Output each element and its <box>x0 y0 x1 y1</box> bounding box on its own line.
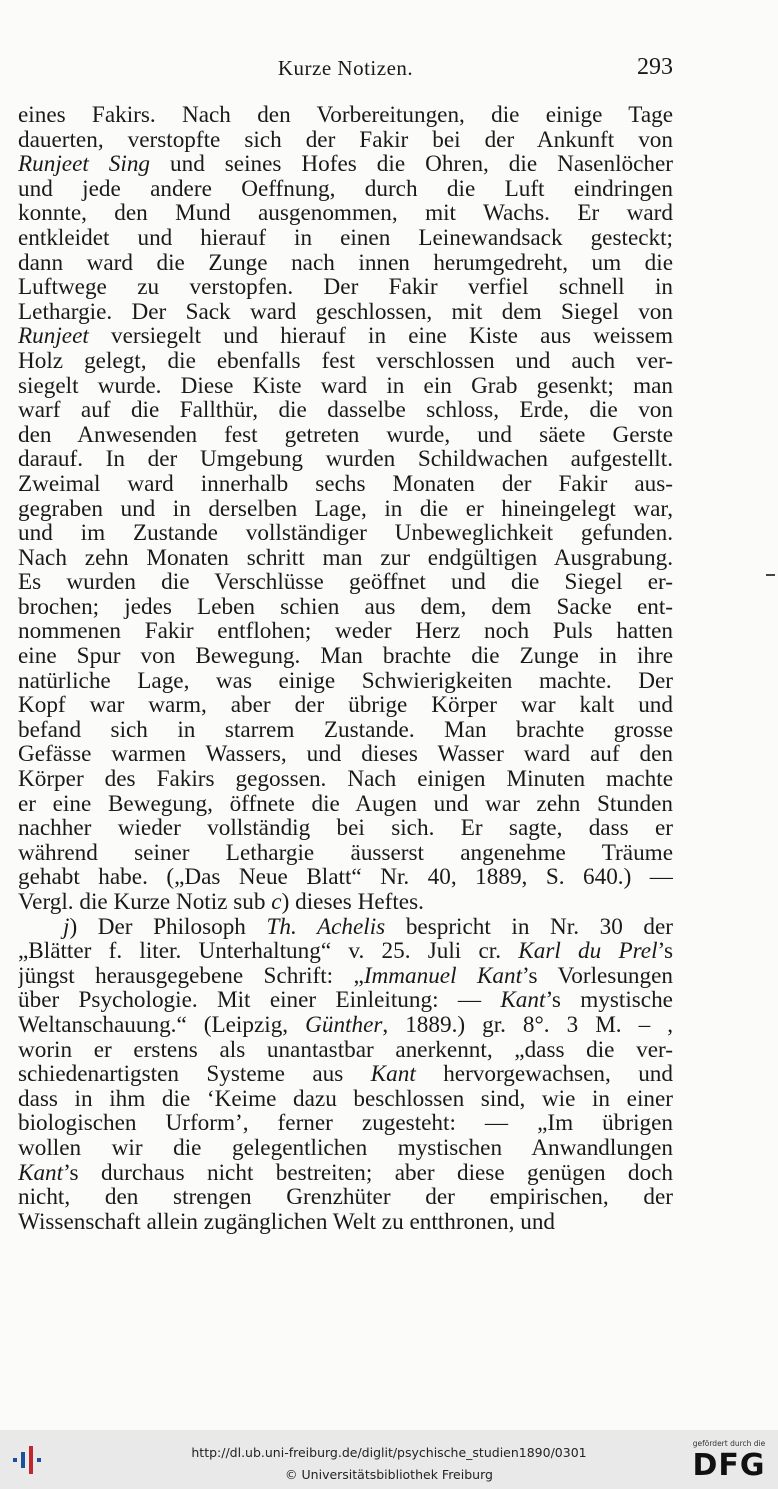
text-line <box>18 964 673 989</box>
text-line <box>18 619 673 644</box>
text-run: natürliche Lage, was einige Schwierigkeiten machte. Der <box>18 668 673 694</box>
text-line <box>18 423 673 448</box>
text-line <box>18 128 673 153</box>
text-run: entkleidet und hierauf in einen Leinewandsack gesteckt; <box>18 225 673 251</box>
text-run: ) Der Philosoph <box>69 914 267 940</box>
text-run: Luftwege zu verstopfen. Der Fakir verfiel schnell in <box>18 275 673 300</box>
text-line <box>18 1062 673 1087</box>
text-run: Lethargie. Der Sack ward geschlossen, mit dem Siegel von <box>18 299 673 325</box>
italic-text: j <box>63 914 70 940</box>
text-line <box>18 988 673 1013</box>
text-line <box>18 669 673 694</box>
text-run: siegelt wurde. Diese Kiste ward in ein Grab gesenkt; man <box>18 373 673 399</box>
text-line <box>18 767 673 792</box>
italic-text: Kant <box>370 1062 416 1087</box>
footer-url-link[interactable]: http://dl.ub.uni-freiburg.de/diglit/psychische_studien1890/0301 <box>191 1445 587 1460</box>
running-head: Kurze Notizen. <box>277 56 414 80</box>
text-run: ’s mystische <box>545 988 673 1013</box>
text-line <box>18 939 673 964</box>
text-line <box>18 644 673 669</box>
text-line <box>18 792 673 817</box>
italic-text: Kant <box>500 988 546 1013</box>
text-run: dauerten, verstopfte sich der Fakir bei der Ankunft von <box>18 127 673 153</box>
text-run: eine Spur von Bewegung. Man brachte die Zunge in ihre <box>18 644 673 669</box>
text-line <box>18 497 673 522</box>
text-run: warf auf die Fallthür, die dasselbe schloss, Erde, die von <box>18 398 673 423</box>
text-line <box>18 742 673 767</box>
text-run: Körper des Fakirs gegossen. Nach einigen Minuten machte <box>18 767 673 792</box>
text-run: nicht, den strengen Grenzhüter der empirischen, der <box>18 1185 673 1210</box>
text-line <box>18 1161 673 1186</box>
text-line <box>18 595 673 620</box>
text-line <box>18 103 673 128</box>
text-run: ’s durchaus nicht bestreiten; aber diese genügen doch <box>63 1160 673 1186</box>
text-run: worin er erstens als unantastbar anerkennt, „dass die ver- <box>18 1037 673 1063</box>
text-run: bespricht in Nr. 30 der <box>385 914 673 940</box>
text-run: Zweimal ward innerhalb sechs Monaten der Fakir aus- <box>18 471 673 497</box>
text-line <box>18 1013 673 1038</box>
text-line <box>18 1136 673 1161</box>
text-run: ’s <box>657 939 673 964</box>
dfg-badge <box>688 1439 770 1485</box>
text-run: Wissenschaft allein zugänglichen Welt zu entthronen, und <box>18 1209 556 1235</box>
text-line <box>18 1185 673 1210</box>
text-run: und seines Hofes die Ohren, die Nasenlöcher <box>150 152 673 177</box>
text-run: und im Zustande vollständiger Unbeweglichkeit gefunden. <box>18 521 673 546</box>
body-text <box>18 103 673 1234</box>
text-run: biologischen Urform’, ferner zugesteht: — „Im übrigen <box>18 1111 673 1136</box>
text-line <box>18 275 673 300</box>
text-line <box>18 816 673 841</box>
text-run: Vergl. die Kurze Notiz sub <box>18 890 272 915</box>
text-line <box>18 841 673 866</box>
text-line <box>18 570 673 595</box>
text-run: hervorgewachsen, und <box>415 1062 673 1087</box>
text-run: gegraben und in derselben Lage, in die er hineingelegt war, <box>18 496 673 522</box>
text-line <box>18 447 673 472</box>
italic-text: Kant <box>18 1160 64 1186</box>
text-line <box>18 472 673 497</box>
text-run: nommenen Fakir entflohen; weder Herz noch Puls hatten <box>18 619 673 645</box>
text-run: ) dieses Heftes. <box>281 890 424 915</box>
footer-copyright: © Universitätsbibliothek Freiburg <box>285 1467 493 1482</box>
italic-text: Karl du Prel <box>518 939 658 964</box>
text-line <box>18 1038 673 1063</box>
text-run: dann ward die Zunge nach innen herumgedreht, um die <box>18 250 673 276</box>
italic-text: Runjeet Sing <box>18 152 151 177</box>
margin-mark <box>766 574 775 576</box>
text-run: gehabt habe. („Das Neue Blatt“ Nr. 40, 1889, S. 640.) — <box>18 865 673 890</box>
text-run: jüngst herausgegebene Schrift: „ <box>18 963 364 989</box>
text-line <box>18 915 673 940</box>
text-line <box>18 152 673 177</box>
text-line <box>18 865 673 890</box>
page-header <box>18 56 673 84</box>
viewer-footer <box>0 1430 778 1489</box>
text-run: „Blätter f. liter. Unterhaltung“ v. 25. Juli cr. <box>18 939 519 964</box>
text-run: versiegelt und hierauf in eine Kiste aus weissem <box>88 324 673 349</box>
text-line <box>18 1087 673 1112</box>
text-line <box>18 324 673 349</box>
italic-text: Günther <box>305 1012 383 1038</box>
text-line <box>18 374 673 399</box>
dfg-logo-icon: DFG <box>692 1448 766 1483</box>
italic-text: Runjeet <box>18 324 89 349</box>
text-run: Weltanschauung.“ (Leipzig, <box>18 1012 306 1038</box>
text-run: über Psychologie. Mit einer Einleitung: — <box>18 988 501 1013</box>
text-line <box>18 300 673 325</box>
text-line <box>18 398 673 423</box>
text-run: eines Fakirs. Nach den Vorbereitungen, die einige Tage <box>18 103 673 128</box>
text-run: Es wurden die Verschlüsse geöffnet und die Siegel er- <box>18 570 673 595</box>
text-run: Holz gelegt, die ebenfalls fest verschlossen und auch ver- <box>18 348 673 374</box>
text-run: , 1889.) gr. 8°. 3 M. – , <box>382 1012 673 1038</box>
text-run: Kopf war warm, aber der übrige Körper war kalt und <box>18 693 673 718</box>
text-run: dass in ihm die ‘Keime dazu beschlossen sind, wie in einer <box>18 1086 673 1112</box>
text-run: den Anwesenden fest getreten wurde, und säete Gerste <box>18 422 673 448</box>
text-run: darauf. In der Umgebung wurden Schildwachen aufgestellt. <box>18 447 673 472</box>
text-run: Nach zehn Monaten schritt man zur endgültigen Ausgrabung. <box>18 545 673 571</box>
text-line <box>18 693 673 718</box>
text-run: brochen; jedes Leben schien aus dem, dem Sacke ent- <box>18 594 673 620</box>
text-line <box>18 546 673 571</box>
text-run: Gefässe warmen Wassers, und dieses Wasser ward auf den <box>18 742 673 768</box>
text-line <box>18 890 673 915</box>
page-number: 293 <box>637 54 673 80</box>
dfg-caption: gefördert durch die <box>692 1439 766 1448</box>
text-line <box>18 349 673 374</box>
text-line <box>18 718 673 743</box>
text-line <box>18 1111 673 1136</box>
text-run: konnte, den Mund ausgenommen, mit Wachs. Er ward <box>18 201 673 226</box>
italic-text: Th. Achelis <box>266 914 386 940</box>
text-line <box>18 226 673 251</box>
text-line <box>18 1210 673 1235</box>
italic-text: c <box>271 890 282 915</box>
italic-text: Immanuel Kant <box>363 963 523 989</box>
text-line <box>18 177 673 202</box>
text-line <box>18 521 673 546</box>
text-line <box>18 251 673 276</box>
text-line <box>18 201 673 226</box>
text-run: befand sich in starrem Zustande. Man brachte grosse <box>18 717 673 743</box>
text-run: und jede andere Oeffnung, durch die Luft eindringen <box>18 176 673 202</box>
text-run: während seiner Lethargie äusserst angenehme Träume <box>18 840 673 866</box>
text-run: er eine Bewegung, öffnete die Augen und war zehn Stunden <box>18 791 673 817</box>
text-run: schiedenartigsten Systeme aus <box>18 1062 371 1087</box>
text-run: ’s Vorlesungen <box>522 963 673 989</box>
text-run: wollen wir die gelegentlichen mystischen Anwandlungen <box>18 1135 673 1161</box>
text-run: nachher wieder vollständig bei sich. Er sagte, dass er <box>18 816 673 841</box>
